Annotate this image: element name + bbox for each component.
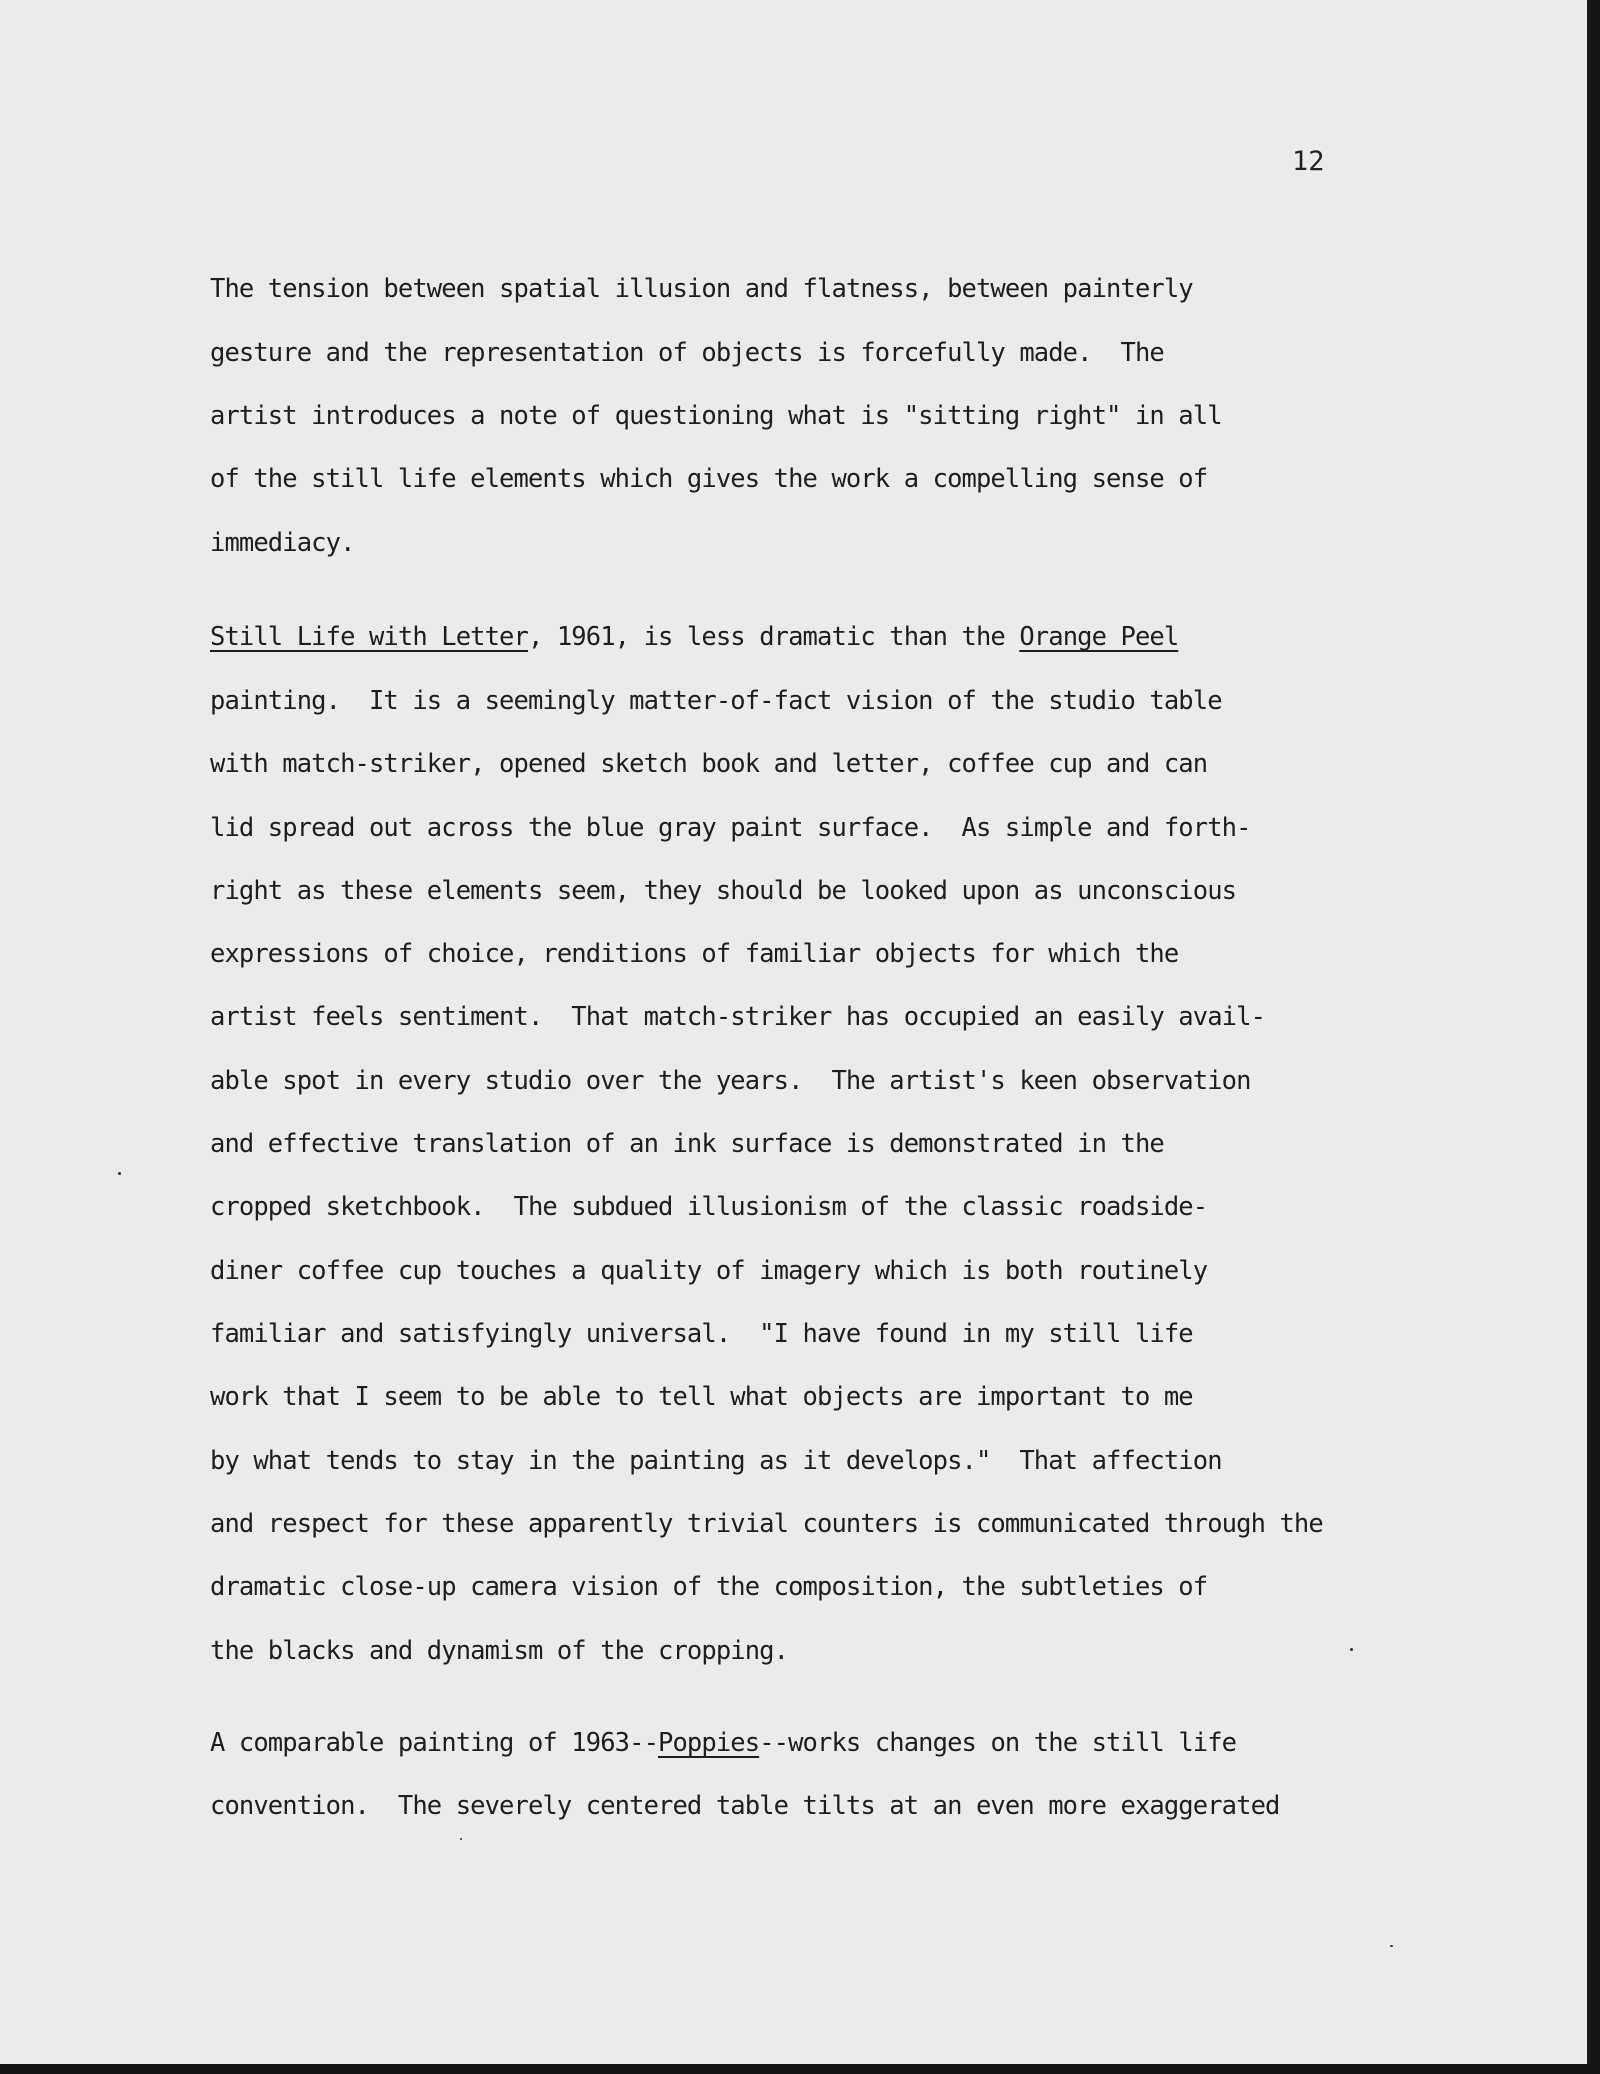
text-line: able spot in every studio over the years. The artist's keen observation xyxy=(210,1066,1251,1096)
text-line: The tension between spatial illusion and flatness, between painterly xyxy=(210,274,1193,304)
text-line: of the still life elements which gives the work a compelling sense of xyxy=(210,464,1208,494)
painting-title: Poppies xyxy=(658,1728,760,1758)
text-line: artist introduces a note of questioning what is "sitting right" in all xyxy=(210,401,1222,431)
text-line: diner coffee cup touches a quality of imagery which is both routinely xyxy=(210,1256,1208,1286)
text-line: immediacy. xyxy=(210,528,355,558)
painting-title: Orange Peel xyxy=(1019,622,1179,652)
scan-speck xyxy=(460,1838,462,1840)
text-segment: , 1961, is less dramatic than the xyxy=(527,622,1020,652)
text-line: convention. The severely centered table tilts at an even more exaggerated xyxy=(210,1791,1280,1821)
text-line: right as these elements seem, they should be looked upon as unconscious xyxy=(210,876,1237,906)
text-line: artist feels sentiment. That match-striker has occupied an easily avail- xyxy=(210,1002,1266,1032)
text-line: work that I seem to be able to tell what objects are important to me xyxy=(210,1382,1193,1412)
text-line: dramatic close-up camera vision of the composition, the subtleties of xyxy=(210,1572,1208,1602)
text-line: the blacks and dynamism of the cropping. xyxy=(210,1636,789,1666)
text-line: familiar and satisfyingly universal. "I have found in my still life xyxy=(210,1319,1193,1349)
scan-speck xyxy=(1350,1648,1353,1651)
scan-speck xyxy=(1390,1945,1393,1947)
text-segment: A comparable painting of 1963-- xyxy=(210,1728,659,1758)
painting-title: Still Life with Letter xyxy=(210,622,528,652)
text-segment: --works changes on the still life xyxy=(759,1728,1237,1758)
text-line: expressions of choice, renditions of familiar objects for which the xyxy=(210,939,1179,969)
text-line: and respect for these apparently trivial counters is communicated through the xyxy=(210,1509,1323,1539)
text-line: cropped sketchbook. The subdued illusionism of the classic roadside- xyxy=(210,1192,1208,1222)
text-line: by what tends to stay in the painting as it develops." That affection xyxy=(210,1446,1222,1476)
text-line xyxy=(210,1728,1236,1758)
text-line: gesture and the representation of objects is forcefully made. The xyxy=(210,338,1164,368)
text-line: and effective translation of an ink surface is demonstrated in the xyxy=(210,1129,1164,1159)
text-line: painting. It is a seemingly matter-of-fact vision of the studio table xyxy=(210,686,1222,716)
page-number: 12 xyxy=(1292,146,1325,177)
text-line: lid spread out across the blue gray paint surface. As simple and forth- xyxy=(210,813,1251,843)
scan-speck xyxy=(118,1172,121,1175)
text-line xyxy=(210,622,1178,652)
text-line: with match-striker, opened sketch book and letter, coffee cup and can xyxy=(210,749,1208,779)
